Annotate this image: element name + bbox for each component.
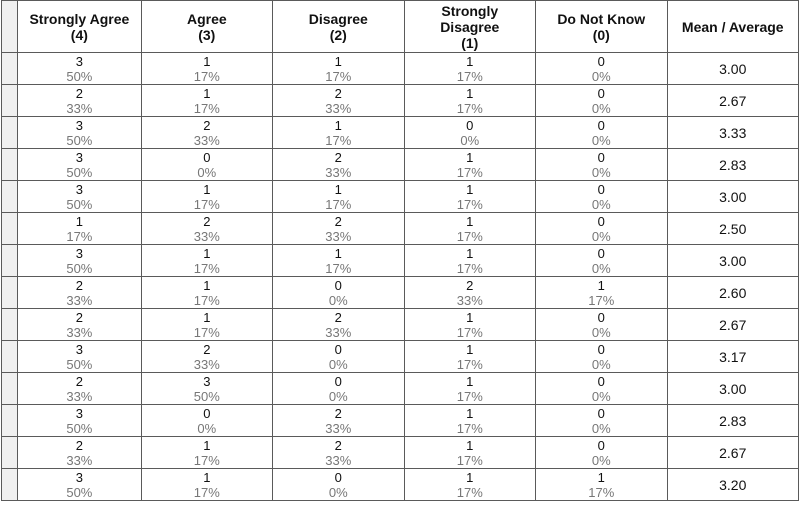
cell-disagree — [273, 53, 404, 85]
table-row — [2, 373, 799, 405]
response-percent: 33% — [325, 452, 352, 468]
response-count: 3 — [75, 245, 83, 261]
cell-disagree — [273, 437, 404, 469]
response-count: 2 — [334, 213, 342, 229]
response-percent: 0% — [591, 452, 611, 468]
cell-strongly-agree — [18, 53, 141, 85]
response-percent: 17% — [456, 324, 483, 340]
response-count: 0 — [597, 149, 605, 165]
cell-strongly-disagree — [404, 213, 535, 245]
cell-disagree — [273, 117, 404, 149]
response-count: 0 — [334, 469, 342, 485]
response-count: 2 — [75, 309, 83, 325]
response-percent: 17% — [456, 484, 483, 500]
response-count: 1 — [75, 213, 83, 229]
response-percent: 33% — [193, 356, 220, 372]
response-percent: 17% — [456, 356, 483, 372]
response-percent: 17% — [456, 228, 483, 244]
mean-average-value: 3.33 — [667, 117, 799, 149]
cell-agree — [141, 405, 272, 437]
header-agree — [141, 1, 272, 53]
response-count: 2 — [203, 213, 211, 229]
response-percent: 17% — [325, 68, 352, 84]
cell-disagree — [273, 309, 404, 341]
response-percent: 33% — [325, 164, 352, 180]
response-count: 0 — [597, 53, 605, 69]
response-percent: 0% — [591, 68, 611, 84]
response-percent: 0% — [591, 100, 611, 116]
mean-average-value: 3.00 — [667, 373, 799, 405]
cell-disagree — [273, 213, 404, 245]
response-count: 1 — [203, 245, 211, 261]
row-lead-cell — [2, 117, 18, 149]
response-count: 0 — [597, 117, 605, 133]
cell-strongly-disagree — [404, 405, 535, 437]
response-percent: 17% — [193, 324, 220, 340]
mean-average-value: 2.60 — [667, 277, 799, 309]
response-percent: 0% — [591, 132, 611, 148]
response-count: 1 — [203, 437, 211, 453]
cell-do-not-know — [536, 309, 667, 341]
response-count: 1 — [466, 341, 474, 357]
response-percent: 17% — [456, 68, 483, 84]
cell-agree — [141, 117, 272, 149]
cell-strongly-agree — [18, 341, 141, 373]
response-count: 1 — [466, 181, 474, 197]
cell-strongly-agree — [18, 213, 141, 245]
response-percent: 0% — [591, 196, 611, 212]
response-percent: 33% — [193, 132, 220, 148]
mean-average-value: 3.00 — [667, 181, 799, 213]
table-row — [2, 277, 799, 309]
response-count: 2 — [75, 85, 83, 101]
cell-do-not-know — [536, 373, 667, 405]
cell-agree — [141, 341, 272, 373]
cell-agree — [141, 213, 272, 245]
cell-agree — [141, 85, 272, 117]
response-percent: 50% — [66, 68, 93, 84]
response-count: 1 — [334, 245, 342, 261]
mean-average-value: 2.83 — [667, 405, 799, 437]
response-count: 0 — [203, 149, 211, 165]
table-row — [2, 309, 799, 341]
header-title: Do Not Know — [557, 10, 646, 27]
row-lead-cell — [2, 309, 18, 341]
row-lead-cell — [2, 437, 18, 469]
cell-strongly-agree — [18, 85, 141, 117]
cell-do-not-know — [536, 117, 667, 149]
cell-do-not-know — [536, 437, 667, 469]
response-count: 1 — [334, 117, 342, 133]
table-row — [2, 181, 799, 213]
response-count: 1 — [334, 53, 342, 69]
cell-strongly-agree — [18, 277, 141, 309]
response-percent: 50% — [66, 164, 93, 180]
response-percent: 50% — [66, 132, 93, 148]
row-lead-cell — [2, 405, 18, 437]
response-count: 2 — [203, 341, 211, 357]
header-title: Strongly Agree — [29, 10, 130, 27]
cell-agree — [141, 437, 272, 469]
header-value: (4) — [70, 26, 88, 43]
mean-average-value: 2.83 — [667, 149, 799, 181]
cell-disagree — [273, 405, 404, 437]
response-percent: 50% — [66, 196, 93, 212]
mean-average-value: 2.67 — [667, 437, 799, 469]
cell-strongly-agree — [18, 469, 141, 501]
response-count: 2 — [75, 437, 83, 453]
cell-agree — [141, 309, 272, 341]
response-count: 3 — [75, 469, 83, 485]
response-count: 3 — [75, 405, 83, 421]
header-disagree — [273, 1, 404, 53]
cell-strongly-disagree — [404, 277, 535, 309]
response-percent: 17% — [325, 132, 352, 148]
cell-strongly-agree — [18, 373, 141, 405]
cell-strongly-disagree — [404, 437, 535, 469]
row-lead-cell — [2, 277, 18, 309]
response-percent: 17% — [193, 292, 220, 308]
response-percent: 17% — [193, 260, 220, 276]
response-count: 3 — [203, 373, 211, 389]
cell-strongly-disagree — [404, 373, 535, 405]
header-value: (3) — [198, 26, 216, 43]
response-count: 3 — [75, 53, 83, 69]
response-percent: 50% — [66, 356, 93, 372]
response-count: 3 — [75, 181, 83, 197]
cell-do-not-know — [536, 213, 667, 245]
cell-agree — [141, 149, 272, 181]
cell-agree — [141, 277, 272, 309]
mean-average-value: 3.17 — [667, 341, 799, 373]
response-count: 1 — [597, 469, 605, 485]
header-title: Agree — [186, 10, 227, 27]
cell-strongly-disagree — [404, 181, 535, 213]
response-count: 0 — [203, 405, 211, 421]
response-count: 1 — [203, 277, 211, 293]
response-count: 1 — [203, 53, 211, 69]
cell-strongly-disagree — [404, 117, 535, 149]
cell-agree — [141, 373, 272, 405]
cell-strongly-agree — [18, 309, 141, 341]
cell-agree — [141, 181, 272, 213]
response-percent: 50% — [193, 388, 220, 404]
response-count: 0 — [597, 245, 605, 261]
survey-results-table — [1, 0, 799, 501]
cell-agree — [141, 245, 272, 277]
response-count: 0 — [597, 309, 605, 325]
cell-strongly-agree — [18, 181, 141, 213]
response-percent: 0% — [591, 388, 611, 404]
cell-disagree — [273, 341, 404, 373]
header-title: Strongly Disagree — [440, 2, 500, 35]
response-count: 2 — [75, 373, 83, 389]
response-count: 2 — [334, 405, 342, 421]
response-percent: 17% — [588, 484, 615, 500]
response-count: 2 — [466, 277, 474, 293]
response-percent: 17% — [456, 452, 483, 468]
mean-average-value: 2.67 — [667, 309, 799, 341]
response-percent: 0% — [591, 324, 611, 340]
response-count: 1 — [466, 213, 474, 229]
cell-strongly-disagree — [404, 85, 535, 117]
response-percent: 17% — [456, 164, 483, 180]
response-count: 1 — [597, 277, 605, 293]
response-count: 1 — [466, 245, 474, 261]
cell-disagree — [273, 149, 404, 181]
response-count: 3 — [75, 149, 83, 165]
cell-strongly-disagree — [404, 245, 535, 277]
cell-strongly-disagree — [404, 309, 535, 341]
response-percent: 17% — [325, 260, 352, 276]
cell-disagree — [273, 373, 404, 405]
response-percent: 17% — [456, 388, 483, 404]
response-count: 2 — [334, 85, 342, 101]
cell-do-not-know — [536, 149, 667, 181]
cell-do-not-know — [536, 245, 667, 277]
row-lead-cell — [2, 245, 18, 277]
response-count: 1 — [334, 181, 342, 197]
mean-average-value: 3.00 — [667, 53, 799, 85]
cell-do-not-know — [536, 181, 667, 213]
response-percent: 17% — [456, 420, 483, 436]
response-count: 2 — [203, 117, 211, 133]
response-percent: 0% — [591, 260, 611, 276]
header-value: (2) — [329, 26, 347, 43]
table-row — [2, 213, 799, 245]
response-percent: 17% — [325, 196, 352, 212]
response-percent: 17% — [193, 100, 220, 116]
cell-strongly-agree — [18, 437, 141, 469]
cell-strongly-agree — [18, 149, 141, 181]
response-count: 1 — [203, 85, 211, 101]
response-count: 1 — [203, 309, 211, 325]
cell-strongly-disagree — [404, 469, 535, 501]
response-percent: 33% — [66, 100, 93, 116]
cell-agree — [141, 53, 272, 85]
response-percent: 0% — [328, 292, 348, 308]
cell-disagree — [273, 85, 404, 117]
response-percent: 0% — [591, 420, 611, 436]
row-lead-cell — [2, 85, 18, 117]
response-percent: 17% — [456, 196, 483, 212]
response-percent: 33% — [456, 292, 483, 308]
row-lead-cell — [2, 341, 18, 373]
response-percent: 33% — [66, 388, 93, 404]
mean-average-value: 3.00 — [667, 245, 799, 277]
response-count: 1 — [203, 469, 211, 485]
cell-do-not-know — [536, 469, 667, 501]
row-lead-cell — [2, 373, 18, 405]
response-percent: 50% — [66, 420, 93, 436]
response-percent: 17% — [193, 196, 220, 212]
response-count: 0 — [597, 341, 605, 357]
response-count: 1 — [203, 181, 211, 197]
response-percent: 0% — [197, 420, 217, 436]
response-percent: 50% — [66, 484, 93, 500]
response-count: 2 — [75, 277, 83, 293]
cell-strongly-disagree — [404, 149, 535, 181]
response-percent: 33% — [66, 324, 93, 340]
response-percent: 33% — [325, 324, 352, 340]
response-percent: 17% — [193, 484, 220, 500]
response-count: 0 — [334, 277, 342, 293]
response-count: 1 — [466, 149, 474, 165]
response-count: 1 — [466, 405, 474, 421]
table-row — [2, 245, 799, 277]
response-percent: 0% — [591, 228, 611, 244]
response-percent: 33% — [325, 100, 352, 116]
cell-strongly-disagree — [404, 341, 535, 373]
response-count: 1 — [466, 469, 474, 485]
response-percent: 50% — [66, 260, 93, 276]
response-percent: 33% — [66, 292, 93, 308]
response-count: 2 — [334, 437, 342, 453]
response-percent: 33% — [325, 228, 352, 244]
response-count: 0 — [334, 373, 342, 389]
response-percent: 33% — [66, 452, 93, 468]
row-lead-cell — [2, 181, 18, 213]
cell-strongly-agree — [18, 117, 141, 149]
response-count: 3 — [75, 341, 83, 357]
mean-average-value: 3.20 — [667, 469, 799, 501]
response-percent: 0% — [197, 164, 217, 180]
header-value: (0) — [592, 26, 610, 43]
row-lead-cell — [2, 149, 18, 181]
response-count: 3 — [75, 117, 83, 133]
mean-average-value: 2.50 — [667, 213, 799, 245]
row-lead-cell — [2, 213, 18, 245]
response-percent: 33% — [325, 420, 352, 436]
header-title: Disagree — [308, 10, 368, 27]
table-row — [2, 85, 799, 117]
cell-do-not-know — [536, 53, 667, 85]
response-percent: 17% — [193, 452, 220, 468]
response-count: 1 — [466, 53, 474, 69]
table-row — [2, 341, 799, 373]
cell-strongly-agree — [18, 245, 141, 277]
response-count: 0 — [597, 437, 605, 453]
response-percent: 0% — [328, 356, 348, 372]
cell-disagree — [273, 245, 404, 277]
row-lead-cell — [2, 53, 18, 85]
response-percent: 0% — [591, 164, 611, 180]
header-do-not-know — [536, 1, 667, 53]
header-strongly-disagree — [404, 1, 535, 53]
header-value: (1) — [461, 34, 479, 51]
cell-strongly-disagree — [404, 53, 535, 85]
table-row — [2, 53, 799, 85]
table-row — [2, 405, 799, 437]
cell-do-not-know — [536, 85, 667, 117]
row-lead-cell — [2, 469, 18, 501]
response-percent: 17% — [193, 68, 220, 84]
cell-do-not-know — [536, 405, 667, 437]
table-row — [2, 469, 799, 501]
header-row — [2, 1, 799, 53]
cell-do-not-know — [536, 341, 667, 373]
response-count: 2 — [334, 149, 342, 165]
response-percent: 0% — [591, 356, 611, 372]
response-count: 0 — [466, 117, 474, 133]
response-count: 0 — [597, 373, 605, 389]
response-percent: 17% — [456, 100, 483, 116]
header-strongly-agree — [18, 1, 141, 53]
cell-disagree — [273, 277, 404, 309]
response-count: 1 — [466, 437, 474, 453]
response-count: 0 — [597, 85, 605, 101]
response-count: 2 — [334, 309, 342, 325]
cell-disagree — [273, 181, 404, 213]
table-row — [2, 437, 799, 469]
response-percent: 17% — [66, 228, 93, 244]
header-mean-average: Mean / Average — [667, 1, 799, 53]
response-count: 1 — [466, 85, 474, 101]
response-percent: 17% — [588, 292, 615, 308]
response-percent: 0% — [328, 388, 348, 404]
response-count: 0 — [597, 213, 605, 229]
response-percent: 17% — [456, 260, 483, 276]
cell-do-not-know — [536, 277, 667, 309]
response-count: 0 — [597, 181, 605, 197]
table-row — [2, 117, 799, 149]
cell-disagree — [273, 469, 404, 501]
response-percent: 0% — [460, 132, 480, 148]
response-count: 0 — [597, 405, 605, 421]
cell-strongly-agree — [18, 405, 141, 437]
cell-agree — [141, 469, 272, 501]
table-row — [2, 149, 799, 181]
response-count: 0 — [334, 341, 342, 357]
response-count: 1 — [466, 373, 474, 389]
table-body — [2, 53, 799, 501]
mean-average-value: 2.67 — [667, 85, 799, 117]
response-count: 1 — [466, 309, 474, 325]
response-percent: 33% — [193, 228, 220, 244]
response-percent: 0% — [328, 484, 348, 500]
header-blank-cell — [2, 1, 18, 53]
